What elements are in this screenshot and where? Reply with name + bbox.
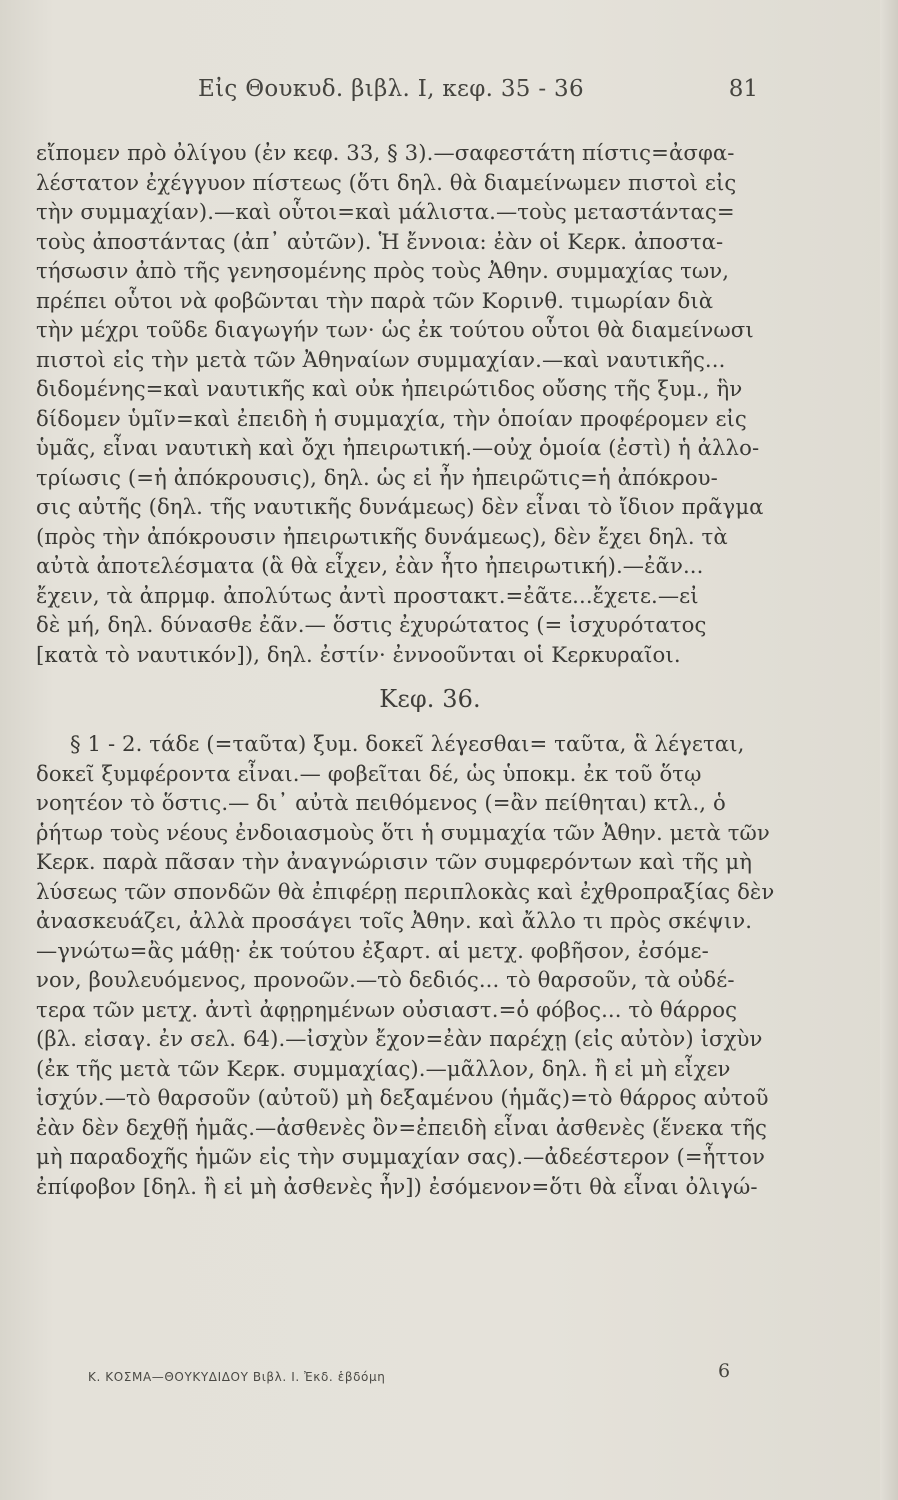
footer-imprint: Κ. ΚΟΣΜΑ—ΘΟΥΚΥΔΙΔΟΥ Βιβλ. Ι. Ἐκδ. ἑβδόμη <box>88 1370 386 1384</box>
text-line: λύσεως τῶν σπονδῶν θὰ ἐπιφέρῃ περιπλοκὰς καὶ ἐχθροπραξίας δὲν <box>36 878 775 904</box>
text-line: (πρὸς τὴν ἀπόκρουσιν ἠπειρωτικῆς δυνάμεως), δὲν ἔχει δηλ. τὰ <box>36 523 728 549</box>
text-line: τὴν συμμαχίαν).—καὶ οὗτοι=καὶ μάλιστα.—τοὺς μεταστάντας= <box>36 199 735 224</box>
text-line: § 1 - 2. τάδε (=ταῦτα) ξυμ. δοκεῖ λέγεσθαι= ταῦτα, ἃ λέγεται, <box>70 731 745 756</box>
text-line: σις αὐτῆς (δηλ. τῆς ναυτικῆς δυνάμεως) δὲν εἶναι τὸ ἴδιον πρᾶγμα <box>36 494 764 519</box>
text-line: (βλ. εἰσαγ. ἐν σελ. 64).—ἰσχὺν ἔχον=ἐὰν παρέχῃ (εἰς αὐτὸν) ἰσχὺν <box>36 1026 763 1051</box>
text-line: λέστατον ἐχέγγυον πίστεως (ὅτι δηλ. θὰ διαμείνωμεν πιστοὶ εἰς <box>36 169 737 195</box>
text-line: τήσωσιν ἀπὸ τῆς γενησομένης πρὸς τοὺς Ἀθην. συμμαχίας των, <box>36 258 730 283</box>
text-line: τερα τῶν μετχ. ἀντὶ ἀφῃρημένων οὐσιαστ.=ὁ φόβος... τὸ θάρρος <box>36 996 738 1022</box>
text-line: αὐτὰ ἀποτελέσματα (ἃ θὰ εἶχεν, ἐὰν ἦτο ἠπειρωτική).—ἐᾶν... <box>36 553 704 578</box>
running-title: Εἰς Θουκυδ. βιβλ. Ι, κεφ. 35 - 36 <box>198 76 584 102</box>
text-line: νον, βουλευόμενος, προνοῶν.—τὸ δεδιός... τὸ θαρσοῦν, τὰ οὐδέ- <box>36 967 735 992</box>
text-line: πιστοὶ εἰς τὴν μετὰ τῶν Ἀθηναίων συμμαχίαν.—καὶ ναυτικῆς... <box>36 346 726 372</box>
text-line: ἔχειν, τὰ ἀπρμφ. ἀπολύτως ἀντὶ προστακτ.=ἐᾶτε...ἔχετε.—εἰ <box>36 582 699 608</box>
running-header <box>198 76 758 102</box>
text-line: ὑμᾶς, εἶναι ναυτικὴ καὶ ὄχι ἠπειρωτική.—οὐχ ὁμοία (ἐστὶ) ἡ ἀλλο- <box>36 435 760 460</box>
text-line: (ἐκ τῆς μετὰ τῶν Κερκ. συμμαχίας).—μᾶλλον, δηλ. ἢ εἰ μὴ εἶχεν <box>36 1055 731 1081</box>
text-line: δοκεῖ ξυμφέροντα εἶναι.— φοβεῖται δέ, ὡς ὑποκμ. ἐκ τοῦ ὅτῳ <box>36 760 702 786</box>
text-line: —γνώτω=ἂς μάθῃ· ἐκ τούτου ἐξαρτ. αἱ μετχ. φοβῆσον, ἐσόμε- <box>36 937 709 963</box>
text-line: νοητέον τὸ ὅστις.— δι᾿ αὐτὰ πειθόμενος (=ἂν πείθηται) κτλ., ὁ <box>36 790 726 815</box>
text-line: ῥήτωρ τοὺς νέους ἐνδοιασμοὺς ὅτι ἡ συμμαχία τῶν Ἀθην. μετὰ τῶν <box>36 819 770 845</box>
text-line: τρίωσις (=ἡ ἀπόκρουσις), δηλ. ὡς εἰ ἦν ἠπειρῶτις=ἡ ἀπόκρου- <box>36 464 718 490</box>
text-line: Κερκ. παρὰ πᾶσαν τὴν ἀναγνώρισιν τῶν συμφερόντων καὶ τῆς μὴ <box>36 849 753 874</box>
chapter-heading: Κεφ. 36. <box>379 685 481 713</box>
text-line: μὴ παραδοχῆς ἡμῶν εἰς τὴν συμμαχίαν σας).—ἀδεέστερον (=ἧττον <box>36 1144 765 1169</box>
text-line: διδομένης=καὶ ναυτικῆς καὶ οὐκ ἠπειρώτιδος οὔσης τῆς ξυμ., ἣν <box>36 376 743 401</box>
text-line: τοὺς ἀποστάντας (ἀπ᾿ αὐτῶν). Ἡ ἔννοια: ἐὰν οἱ Κερκ. ἀποστα- <box>36 228 724 254</box>
text-line: [κατὰ τὸ ναυτικόν]), δηλ. ἐστίν· ἐννοοῦνται οἱ Κερκυραῖοι. <box>36 641 681 667</box>
text-line: ἐὰν δὲν δεχθῇ ἡμᾶς.—ἀσθενὲς ὂν=ἐπειδὴ εἶναι ἀσθενὲς (ἕνεκα τῆς <box>36 1114 767 1140</box>
text-line: εἴπομεν πρὸ ὀλίγου (ἐν κεφ. 33, § 3).—σαφεστάτη πίστις=ἀσφα- <box>36 140 735 165</box>
text-line: δὲ μή, δηλ. δύνασθε ἐᾶν.— ὅστις ἐχυρώτατος (= ἰσχυρότατος <box>36 612 707 637</box>
page-number: 81 <box>728 76 758 102</box>
text-line: τὴν μέχρι τοῦδε διαγωγήν των· ὡς ἐκ τούτου οὗτοι θὰ διαμείνωσι <box>36 317 754 342</box>
text-line: ἐπίφοβον [δηλ. ἢ εἰ μὴ ἀσθενὲς ἦν]) ἐσόμενον=ὅτι θὰ εἶναι ὀλιγώ- <box>36 1173 758 1199</box>
commentary-text <box>36 138 784 1201</box>
signature-mark: 6 <box>718 1360 731 1382</box>
page-edge <box>880 0 898 1500</box>
text-line: ἰσχύν.—τὸ θαρσοῦν (αὐτοῦ) μὴ δεξαμένου (ἡμᾶς)=τὸ θάρρος αὐτοῦ <box>36 1085 769 1110</box>
text-line: ἀνασκευάζει, ἀλλὰ προσάγει τοῖς Ἀθην. καὶ ἄλλο τι πρὸς σκέψιν. <box>36 908 753 933</box>
text-line: πρέπει οὗτοι νὰ φοβῶνται τὴν παρὰ τῶν Κορινθ. τιμωρίαν διὰ <box>36 287 714 313</box>
text-line: δίδομεν ὑμῖν=καὶ ἐπειδὴ ἡ συμμαχία, τὴν ὁποίαν προφέρομεν εἰς <box>36 405 747 431</box>
